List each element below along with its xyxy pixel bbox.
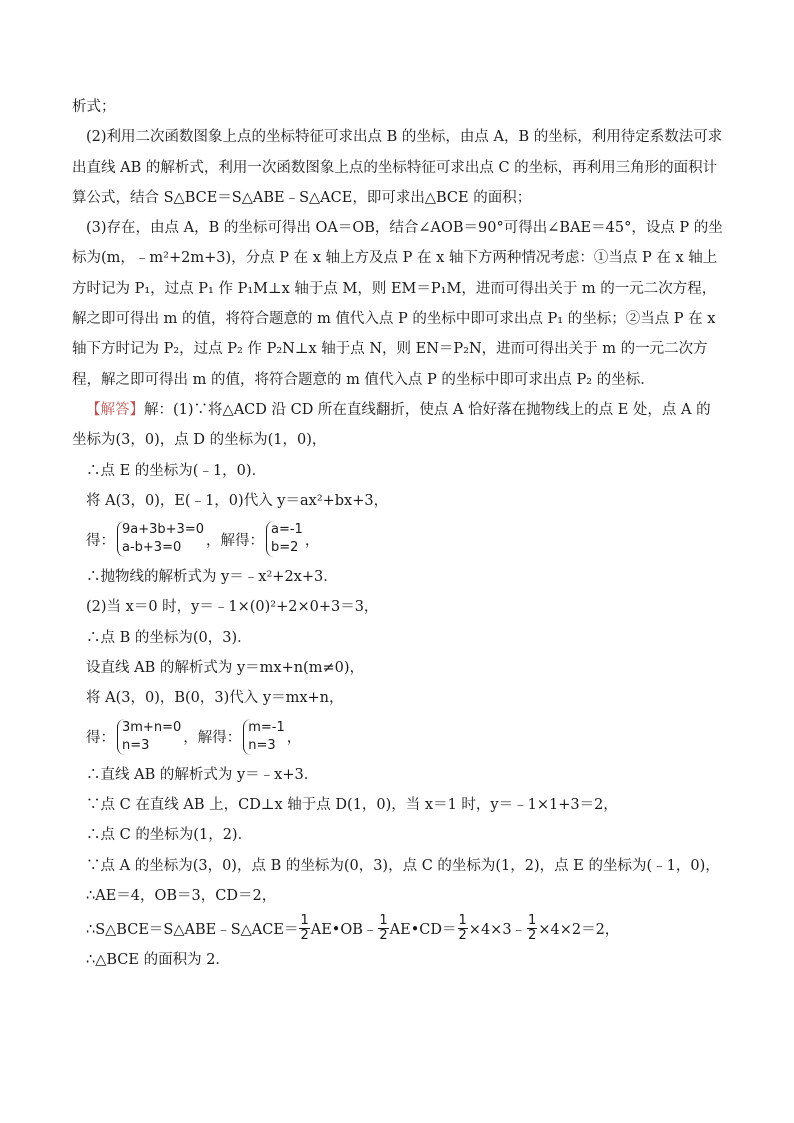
solution-line: (2)当 x＝0 时，y＝﹣1×(0)²+2×0+3＝3，	[86, 599, 379, 616]
solution-label: 【解答】	[86, 401, 144, 418]
solution-line: 设直线 AB 的解析式为 y＝mx+n(m≠0)，	[86, 660, 364, 677]
solution-intro-text: 解：(1)∵将△ACD 沿 CD 所在直线翻折，使点 A 恰好落在抛物线上的点 E 处，点 A 的坐标为(3，0)，点 D 的坐标为(1，0)，	[72, 401, 711, 449]
solution-line: 将 A(3，0)，B(0，3)代入 y＝mx+n，	[86, 690, 344, 707]
brace: a=-1 b=2	[266, 521, 303, 557]
analysis-paragraph-2: (2)利用二次函数图象上点的坐标特征可求出点 B 的坐标，由点 A，B 的坐标，利用待定系数法可求出直线 AB 的解析式，利用一次函数图象上点的坐标特征可求出点 C 的坐标，再利用三角形的面积计算公式，结合 S△BCE＝S△ABE﹣S△ACE，即可求出△BCE 的面积；	[72, 129, 723, 206]
solution-line: ∵点 C 在直线 AB 上，CD⊥x 轴于点 D(1，0)，当 x＝1 时，y＝﹣1×1+3＝2，	[86, 796, 618, 813]
analysis-paragraph-1: 析式；	[72, 99, 116, 115]
solution-line: ∴点 E 的坐标为(﹣1，0)．	[86, 462, 267, 479]
solution-line: ∴△BCE 的面积为 2．	[86, 952, 230, 969]
solution-line: ∴点 B 的坐标为(0，3)．	[86, 629, 252, 646]
solution-line: ∴直线 AB 的解析式为 y＝﹣x+3．	[86, 766, 319, 783]
area-formula: ∴S△BCE＝S△ABE﹣S△ACE＝ $\frac{1}{2}$ AE•OB﹣ $\frac{1}{2}$ AE•CD＝ $\frac{1}{2}$ ×4×3﹣ $\frac{1}{2}$ ×4×2＝2，	[86, 912, 620, 943]
equation-system-1: 得： 9a+3b+3=0 a-b+3=0 ，解得： a=-1 b=2 ，	[86, 522, 320, 556]
solution-line: 将 A(3，0)，E(﹣1，0)代入 y＝ax²+bx+3，	[86, 492, 389, 509]
equation-system-2: 得： 3m+n=0 n=3 ，解得： m=-1 n=3 ，	[86, 719, 302, 753]
fraction-half: $\frac{1}{2}$	[528, 912, 537, 943]
solution-line: ∴点 C 的坐标为(1，2)．	[86, 827, 253, 844]
solution-line: ∴AE＝4，OB＝3，CD＝2，	[86, 887, 277, 904]
brace: 3m+n=0 n=3	[117, 719, 181, 755]
fraction-half: $\frac{1}{2}$	[379, 912, 388, 943]
fraction-half: $\frac{1}{2}$	[300, 912, 309, 943]
document-page	[72, 92, 724, 975]
analysis-paragraph-3: (3)存在，由点 A，B 的坐标可得出 OA＝OB，结合∠AOB＝90°可得出∠BAE＝45°，设点 P 的坐标为(m，﹣m²+2m+3)，分点 P 在 x 轴上方及点 P 在 x 轴下方两种情况考虑：①当点 P 在 x 轴上方时记为 P₁，过点 P₁ 作 P₁M⊥x 轴于点 M，则 EM＝P₁M，进而可得出关于 m 的一元二次方程，解之即可得出 m 的值，将符合题意的 m 值代入点 P 的坐标中即可求出点 P₁ 的坐标；②当点 P 在 x 轴下方时记为 P₂，过点 P₂ 作 P₂N⊥x 轴于点 N，则 EN＝P₂N，进而可得出关于 m 的一元二次方程，解之即可得出 m 的值，将符合题意的 m 值代入点 P 的坐标中即可求出点 P₂ 的坐标．	[72, 220, 723, 388]
solution-intro	[72, 395, 724, 456]
fraction-half: $\frac{1}{2}$	[458, 912, 467, 943]
solution-line: ∵点 A 的坐标为(3，0)，点 B 的坐标为(0，3)，点 C 的坐标为(1，2)，点 E 的坐标为(﹣1，0)，	[86, 857, 720, 874]
solution-line: ∴抛物线的解析式为 y＝﹣x²+2x+3．	[86, 569, 338, 586]
brace: m=-1 n=3	[243, 719, 285, 755]
brace: 9a+3b+3=0 a-b+3=0	[117, 521, 204, 557]
